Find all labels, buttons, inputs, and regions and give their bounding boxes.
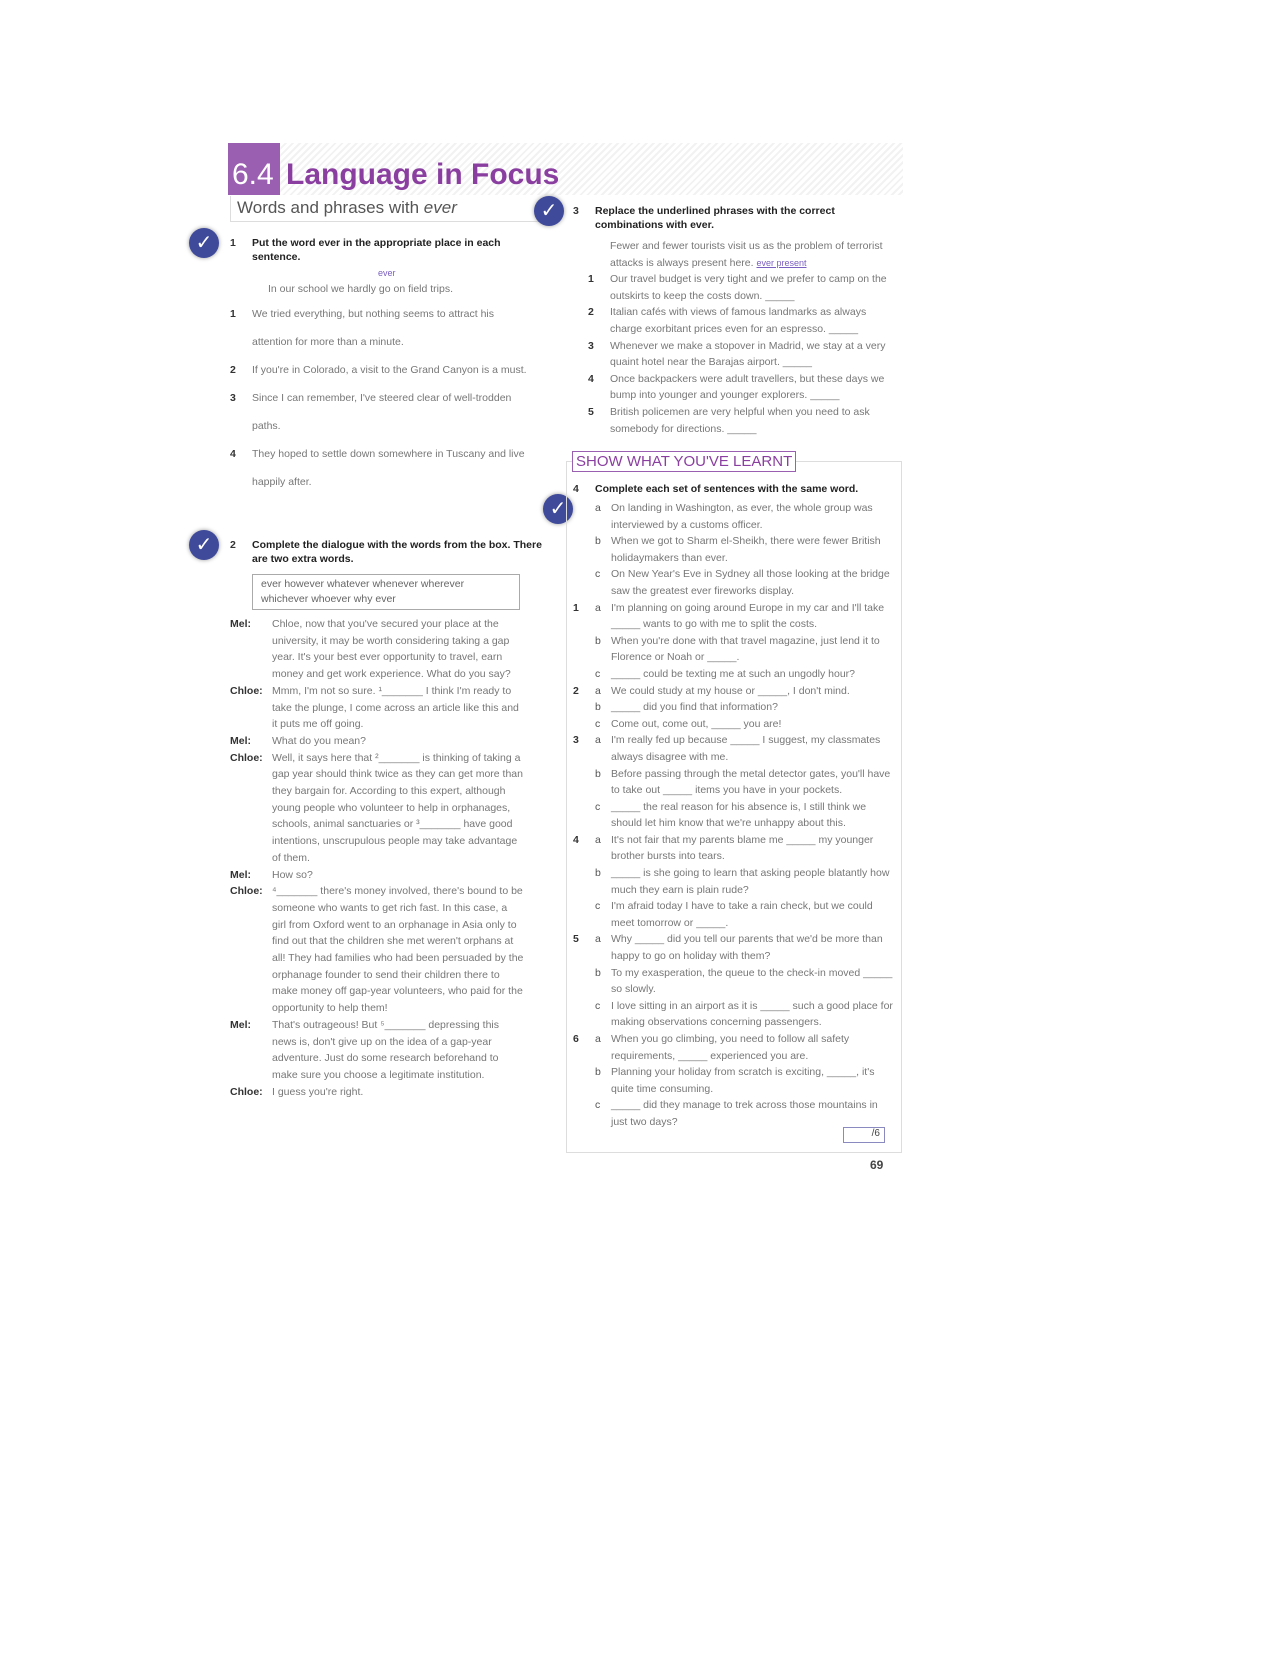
item-number: 5 [588,405,594,418]
list-item [588,371,893,404]
item-text: I'm afraid today I have to take a rain check, but we could meet tomorrow or _____. [611,900,873,929]
dialogue-text: Mmm, I'm not so sure. ¹_______ I think I'm ready to take the plunge, I come across an article like this and it puts me off going. [272,684,519,731]
item-text: _____ the real reason for his absence is, I still think we should let him know that we're unhappy about this. [611,800,867,830]
item-letter: c [595,900,601,913]
item-number [573,633,595,666]
dialogue-text: I guess you're right. [272,1085,364,1098]
item-number [573,799,595,832]
item-text: Our travel budget is very tight and we prefer to camp on the outskirts to keep the costs down. _____ [610,273,887,302]
dialogue-line [230,1084,550,1101]
list-item [573,1097,895,1130]
exercise-number: 2 [230,539,236,551]
item-number: 1 [230,308,236,320]
list-item [573,633,895,666]
item-letter: a [595,684,601,697]
item-text: Before passing through the metal detector gates, you'll have to take out _____ items you have in your pockets. [611,767,891,797]
item-letter: b [595,867,601,880]
section-title: Language in Focus [286,158,560,191]
dialogue-text: What do you mean? [272,734,366,747]
item-text: When you go climbing, you need to follow all safety requirements, _____ experienced you are. [611,1033,850,1062]
item-text: _____ is she going to learn that asking people blatantly how much they earn is plain rude? [611,867,890,896]
list-item [573,600,895,633]
list-item [573,832,895,865]
checkmark-icon: ✓ [189,228,219,258]
item-number [573,716,595,733]
subtitle-emphasis: ever [423,198,457,217]
item-letter: a [595,933,601,946]
list-item [573,898,895,931]
list-item [588,404,893,437]
item-number [573,566,595,599]
item-text: It's not fair that my parents blame me _____ my younger brother bursts into tears. [611,833,874,863]
exercise-number: 3 [573,205,579,217]
score-box[interactable]: /6 [843,1127,885,1143]
speaker: Mel: [230,618,251,630]
item-number: 2 [230,364,236,376]
item-text: _____ could be texting me at such an ungodly hour? [611,667,856,680]
item-number [573,898,595,931]
list-item [573,732,895,765]
item-letter: c [595,568,601,581]
item-number: 3 [230,392,236,404]
item-number [573,766,595,799]
item-text: Italian cafés with views of famous landmarks as always charge exorbitant prices even for an espresso. _____ [610,306,867,335]
item-text: To my exasperation, the queue to the check-in moved _____ so slowly. [611,966,893,996]
example-answer: ever present [756,257,807,268]
item-number: 1 [573,601,579,614]
item-letter: c [595,667,601,680]
item-number [573,500,595,533]
exercise-number: 1 [230,237,236,249]
exercise-instruction: Complete each set of sentences with the same word. [595,483,859,495]
item-text: We could study at my house or _____, I don't mind. [611,684,850,697]
exercise-3 [573,204,893,437]
item-number: 5 [573,933,579,946]
item-text: Once backpackers were adult travellers, but these days we bump into younger and younger explorers. _____ [610,372,885,402]
speaker: Chloe: [230,684,263,697]
item-letter: c [595,1099,601,1112]
item-text: Why _____ did you tell our parents that we'd be more than happy to go on holiday with them? [611,933,883,963]
item-letter: b [595,535,601,548]
item-number [573,533,595,566]
section-number: 6.4 [232,158,274,191]
item-number [573,666,595,683]
dialogue-line [230,683,550,733]
item-text: Planning your holiday from scratch is exciting, _____, it's quite time consuming. [611,1066,875,1095]
exercise-4 [573,482,895,1131]
example-insert: ever [378,268,396,278]
list-item [573,666,895,683]
item-text: Whenever we make a stopover in Madrid, we stay at a very quaint hotel near the Barajas airport. _____ [610,339,886,369]
list-item [588,271,893,304]
list-item [573,998,895,1031]
speaker: Chloe: [230,1085,263,1098]
word-box: ever however whatever whenever wherever whichever whoever why ever [252,574,520,610]
list-item [573,865,895,898]
list-item [573,766,895,799]
example-sentence: Fewer and fewer tourists visit us as the problem of terrorist attacks is always present here. [610,240,883,269]
item-text: We tried everything, but nothing seems to attract his attention for more than a minute. [252,308,495,348]
item-number [573,965,595,998]
list-item [230,384,550,440]
list-item [573,965,895,998]
item-number: 3 [573,734,579,747]
item-letter: a [595,1033,601,1045]
dialogue-text: Chloe, now that you've secured your place at the university, it may be worth considering taking a gap year. It's your best ever opportunity to travel, earn money and get work experience. What do you say? [272,618,511,681]
dialogue-text: How so? [272,868,313,881]
list-item [230,356,550,384]
item-text: When you're done with that travel magazine, just lend it to Florence or Noah or _____. [611,634,880,664]
speaker: Mel: [230,868,251,881]
item-text: Since I can remember, I've steered clear of well-trodden paths. [252,392,512,432]
item-letter: b [595,767,601,780]
dialogue-text: That's outrageous! But ⁵_______ depressing this news is, don't give up on the idea of a gap-year adventure. Just do some research beforehand to make sure you choose a legitimate institution. [272,1018,500,1081]
dialogue-text: Well, it says here that ²_______ is thinking of taking a gap year should think twice as they can get more than they bargain for. According to this expert, although young people who volunteer to help in orphanages, schools, animal sanctuaries or ³_______ have good intentions, unscrupulous people may take advantage of them. [272,751,523,864]
item-letter: a [595,833,601,846]
dialogue-line [230,883,550,1017]
subtitle-text: Words and phrases with [237,198,424,217]
list-item [573,716,895,733]
list-item [573,1031,895,1064]
exercise-instruction: Replace the underlined phrases with the correct combinations with ever. [595,205,835,231]
checkmark-icon: ✓ [543,494,573,524]
item-number [573,1097,595,1130]
list-item [573,533,895,566]
item-letter: a [595,601,601,614]
item-text: _____ did they manage to trek across those mountains in just two days? [611,1099,878,1128]
dialogue-line [230,733,550,750]
item-number: 2 [588,306,594,319]
list-item [573,931,895,964]
item-text: On New Year's Eve in Sydney all those looking at the bridge saw the greatest ever fireworks display. [611,568,890,597]
item-number: 1 [588,273,594,286]
exercise-number: 4 [573,483,579,495]
exercise-2 [230,538,550,1100]
item-text: On landing in Washington, as ever, the whole group was interviewed by a customs officer. [611,502,873,531]
item-number: 4 [230,448,236,460]
list-item [230,440,550,496]
list-item [573,799,895,832]
item-number: 4 [573,833,579,846]
item-letter: b [595,634,601,647]
section-subtitle [230,196,550,222]
dialogue-text: ⁴_______ there's money involved, there's bound to be someone who wants to get rich fast. In this case, a girl from Oxford went to an orphanage in Asia only to find out that the children she met weren't orphans at all! They had families who had been persuaded by the orphanage founder to send their children there to make money off gap-year volunteers, who paid for the opportunity to help them! [272,885,524,1015]
list-item [573,1064,895,1097]
item-number: 6 [573,1033,579,1045]
list-item [588,304,893,337]
checkmark-icon: ✓ [189,530,219,560]
item-text: Come out, come out, _____ you are! [611,717,782,730]
exercise-instruction: Complete the dialogue with the words from the box. There are two extra words. [252,539,542,565]
item-letter: b [595,1066,601,1079]
item-text: I'm really fed up because _____ I suggest, my classmates always disagree with me. [611,734,881,763]
dialogue-line [230,1017,550,1084]
speaker: Mel: [230,1018,251,1031]
speaker: Chloe: [230,751,263,764]
item-letter: b [595,701,601,714]
list-item [573,699,895,716]
item-letter: a [595,734,601,747]
item-number [573,1064,595,1097]
list-item [573,566,895,599]
item-number: 2 [573,684,579,697]
item-letter: c [595,800,601,813]
item-text: British policemen are very helpful when you need to ask somebody for directions. _____ [610,405,870,435]
item-text: I'm planning on going around Europe in my car and I'll take _____ wants to go with me to split the costs. [611,601,885,631]
item-letter: b [595,966,601,979]
item-number: 4 [588,372,594,385]
item-number: 3 [588,339,594,352]
list-item [573,683,895,700]
item-number [573,865,595,898]
checkmark-icon: ✓ [534,196,564,226]
item-letter: c [595,717,601,730]
item-number [573,699,595,716]
item-text: They hoped to settle down somewhere in Tuscany and live happily after. [252,448,525,488]
list-item [588,338,893,371]
speaker: Chloe: [230,885,263,898]
speaker: Mel: [230,734,251,747]
dialogue-line [230,750,550,867]
item-text: _____ did you find that information? [611,701,778,714]
dialogue-line [230,616,550,683]
exercise-instruction: Put the word ever in the appropriate place in each sentence. [252,237,501,263]
list-item [573,500,895,533]
example-sentence: In our school we hardly go on field trips. [268,283,454,295]
exercise-1 [230,236,550,496]
item-letter: c [595,999,601,1012]
list-item [230,300,550,356]
item-text: When we got to Sharm el-Sheikh, there were fewer British holidaymakers than ever. [611,535,881,564]
page-number: 69 [870,1158,884,1172]
item-letter: a [595,502,601,514]
item-text: If you're in Colorado, a visit to the Grand Canyon is a must. [252,364,527,376]
show-what-you-learnt-heading: SHOW WHAT YOU'VE LEARNT [572,451,796,472]
item-text: I love sitting in an airport as it is _____ such a good place for making observations concerning passengers. [611,999,893,1029]
dialogue-line [230,867,550,884]
item-number [573,998,595,1031]
